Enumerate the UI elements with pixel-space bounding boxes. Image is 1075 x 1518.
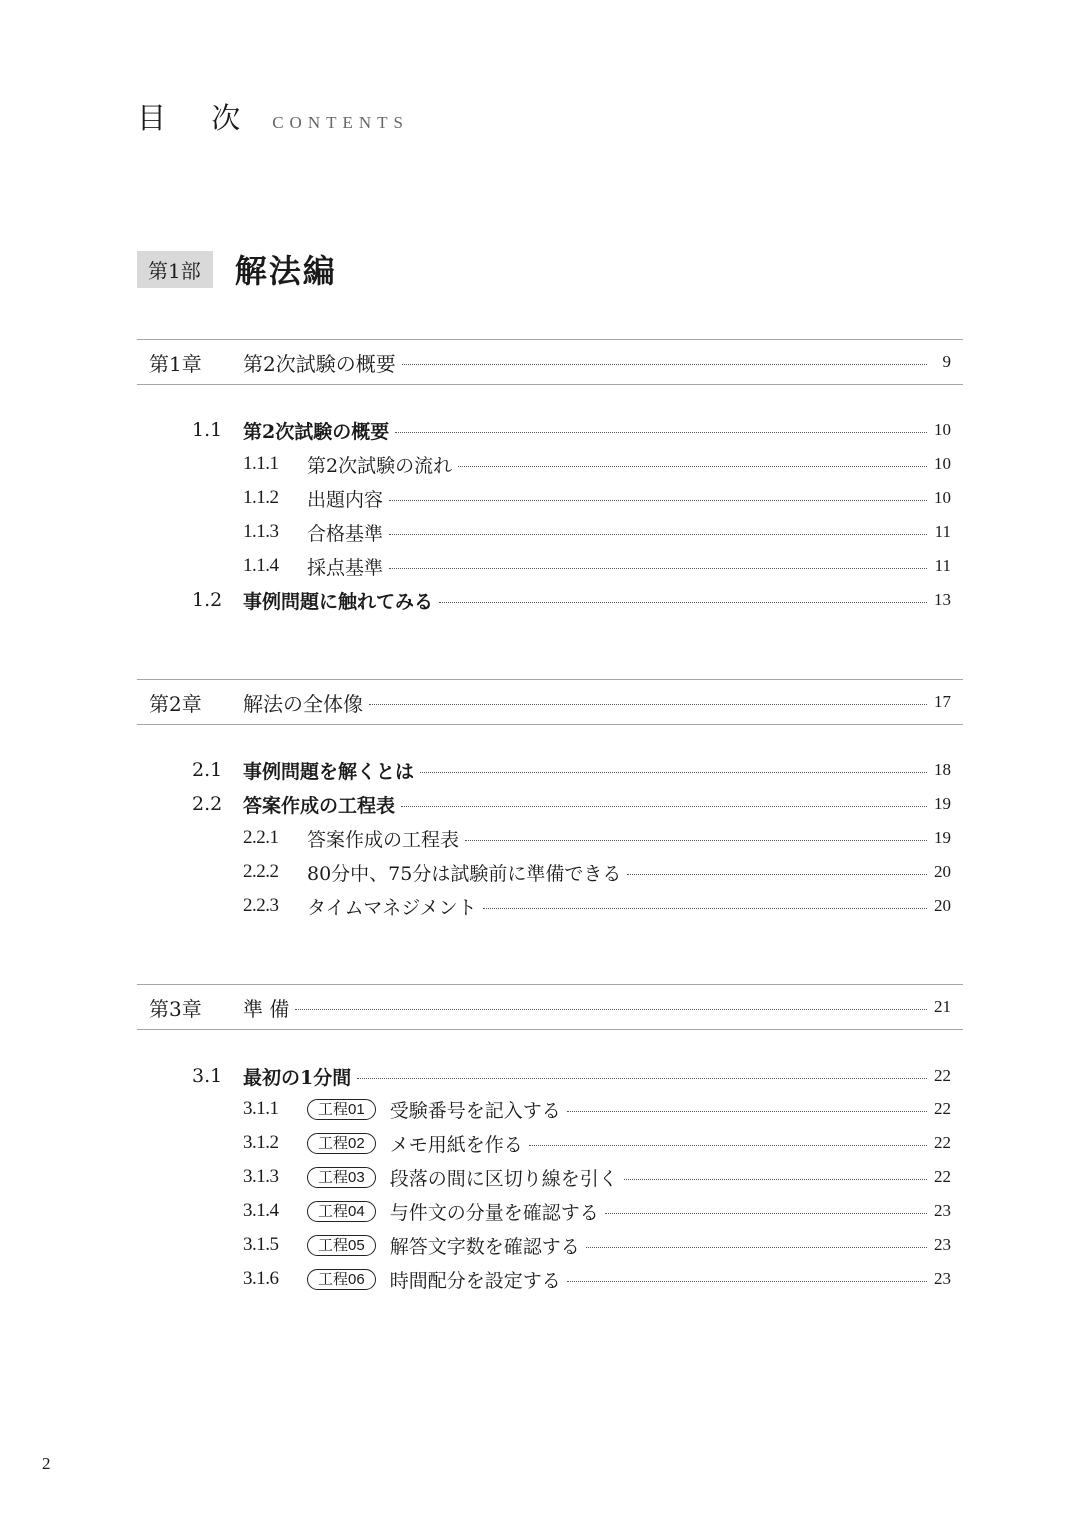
part-heading — [137, 246, 337, 292]
section-title: 最初の1分間 — [243, 1066, 352, 1089]
section-number: 1.1 — [192, 419, 223, 441]
subsection-title: 受験番号を記入する — [389, 1099, 561, 1122]
page-ref: 23 — [934, 1235, 951, 1254]
leader-dots — [605, 1213, 927, 1214]
section-number: 2.1 — [192, 759, 223, 781]
section-title: 答案作成の工程表 — [243, 794, 396, 817]
page-ref: 11 — [934, 556, 951, 575]
part-label: 第1部 — [137, 251, 213, 288]
toc-entry[interactable] — [137, 789, 951, 819]
toc-entry[interactable] — [243, 823, 951, 853]
section-title: 事例問題に触れてみる — [243, 590, 434, 613]
leader-dots — [402, 364, 927, 365]
chapter-3-heading — [137, 984, 963, 1030]
toc-entry[interactable] — [243, 1196, 951, 1226]
page-ref: 13 — [934, 590, 951, 609]
page-ref: 10 — [934, 454, 951, 473]
toc-entry[interactable] — [243, 1128, 951, 1158]
toc-entry[interactable] — [243, 1230, 951, 1260]
page-ref: 22 — [934, 1066, 951, 1085]
part-title: 解法編 — [234, 252, 337, 290]
page-ref: 20 — [934, 896, 951, 915]
subsection-title: タイムマネジメント — [307, 896, 477, 919]
subsection-number: 2.2.2 — [243, 861, 279, 882]
leader-dots — [458, 466, 927, 467]
toc-entry[interactable] — [243, 857, 951, 887]
subsection-number: 3.1.1 — [243, 1098, 279, 1119]
toc-header — [137, 96, 409, 137]
page-ref: 18 — [934, 760, 951, 779]
toc-entry[interactable] — [243, 517, 951, 547]
subsection-number: 2.2.3 — [243, 895, 279, 916]
page-number: 2 — [42, 1454, 51, 1473]
toc-entry[interactable] — [243, 449, 951, 479]
page-ref: 20 — [934, 862, 951, 881]
leader-dots — [389, 500, 927, 501]
chapter-number: 第2章 — [149, 691, 202, 716]
page-ref: 22 — [934, 1133, 951, 1152]
chapter-number: 第3章 — [149, 996, 202, 1021]
chapter-title: 第2次試験の概要 — [243, 351, 396, 376]
process-badge: 工程02 — [307, 1133, 376, 1154]
subsection-number: 2.2.1 — [243, 827, 279, 848]
page-ref: 19 — [934, 794, 951, 813]
leader-dots — [586, 1247, 927, 1248]
leader-dots — [567, 1281, 927, 1282]
leader-dots — [465, 840, 927, 841]
subsection-title: 80分中、75分は試験前に準備できる — [307, 862, 622, 885]
leader-dots — [529, 1145, 927, 1146]
process-badge: 工程06 — [307, 1269, 376, 1290]
subsection-title: 時間配分を設定する — [389, 1269, 561, 1292]
subsection-number: 1.1.3 — [243, 521, 279, 542]
subsection-number: 3.1.4 — [243, 1200, 279, 1221]
page-ref: 17 — [934, 692, 951, 711]
page-ref: 9 — [942, 352, 951, 371]
subsection-title: メモ用紙を作る — [389, 1133, 523, 1156]
subsection-title: 段落の間に区切り線を引く — [389, 1167, 618, 1190]
subsection-number: 3.1.2 — [243, 1132, 279, 1153]
toc-entry[interactable] — [243, 891, 951, 921]
chapter-2-heading — [137, 679, 963, 725]
leader-dots — [483, 908, 927, 909]
process-badge: 工程05 — [307, 1235, 376, 1256]
chapter-title: 解法の全体像 — [243, 691, 363, 716]
chapter-1-heading — [137, 339, 963, 385]
process-badge: 工程03 — [307, 1167, 376, 1188]
subsection-title: 答案作成の工程表 — [307, 828, 460, 851]
page-ref: 11 — [934, 522, 951, 541]
page-ref: 22 — [934, 1167, 951, 1186]
leader-dots — [369, 704, 927, 705]
toc-entry[interactable] — [137, 755, 951, 785]
leader-dots — [420, 772, 927, 773]
leader-dots — [627, 874, 927, 875]
subsection-title: 合格基準 — [307, 522, 384, 545]
leader-dots — [395, 432, 927, 433]
leader-dots — [624, 1179, 927, 1180]
leader-dots — [357, 1078, 927, 1079]
section-title: 第2次試験の概要 — [243, 420, 390, 443]
page-ref: 23 — [934, 1201, 951, 1220]
leader-dots — [401, 806, 927, 807]
leader-dots — [295, 1009, 927, 1010]
subsection-number: 1.1.2 — [243, 487, 279, 508]
page-ref: 22 — [934, 1099, 951, 1118]
toc-entry[interactable] — [137, 1061, 951, 1091]
section-number: 1.2 — [192, 589, 223, 611]
subsection-title: 解答文字数を確認する — [389, 1235, 580, 1258]
toc-entry[interactable] — [243, 1094, 951, 1124]
section-number: 2.2 — [192, 793, 223, 815]
toc-entry[interactable] — [243, 483, 951, 513]
page-ref: 23 — [934, 1269, 951, 1288]
process-badge: 工程01 — [307, 1099, 376, 1120]
chapter-number: 第1章 — [149, 351, 202, 376]
subsection-number: 1.1.4 — [243, 555, 279, 576]
subsection-number: 1.1.1 — [243, 453, 279, 474]
toc-entry[interactable] — [137, 585, 951, 615]
subsection-title: 出題内容 — [307, 488, 384, 511]
section-title: 事例問題を解くとは — [243, 760, 415, 783]
page-ref: 21 — [934, 997, 951, 1016]
subsection-title: 与件文の分量を確認する — [389, 1201, 599, 1224]
toc-entry[interactable] — [243, 1264, 951, 1294]
chapter-title: 準 備 — [243, 996, 290, 1021]
toc-subtitle: CONTENTS — [272, 113, 409, 132]
leader-dots — [389, 534, 927, 535]
toc-entry[interactable] — [243, 1162, 951, 1192]
chapter-row[interactable] — [149, 687, 951, 717]
subsection-number: 3.1.3 — [243, 1166, 279, 1187]
subsection-number: 3.1.6 — [243, 1268, 279, 1289]
toc-title: 目 次 — [137, 101, 259, 135]
subsection-title: 採点基準 — [307, 556, 384, 579]
process-badge: 工程04 — [307, 1201, 376, 1222]
leader-dots — [389, 568, 927, 569]
page-ref: 10 — [934, 488, 951, 507]
toc-entry[interactable] — [137, 415, 951, 445]
toc-entry[interactable] — [243, 551, 951, 581]
chapter-row[interactable] — [149, 992, 951, 1022]
subsection-title: 第2次試験の流れ — [307, 454, 453, 477]
page-ref: 10 — [934, 420, 951, 439]
page-ref: 19 — [934, 828, 951, 847]
leader-dots — [439, 602, 927, 603]
subsection-number: 3.1.5 — [243, 1234, 279, 1255]
chapter-row[interactable] — [149, 347, 951, 377]
leader-dots — [567, 1111, 927, 1112]
section-number: 3.1 — [192, 1065, 223, 1087]
